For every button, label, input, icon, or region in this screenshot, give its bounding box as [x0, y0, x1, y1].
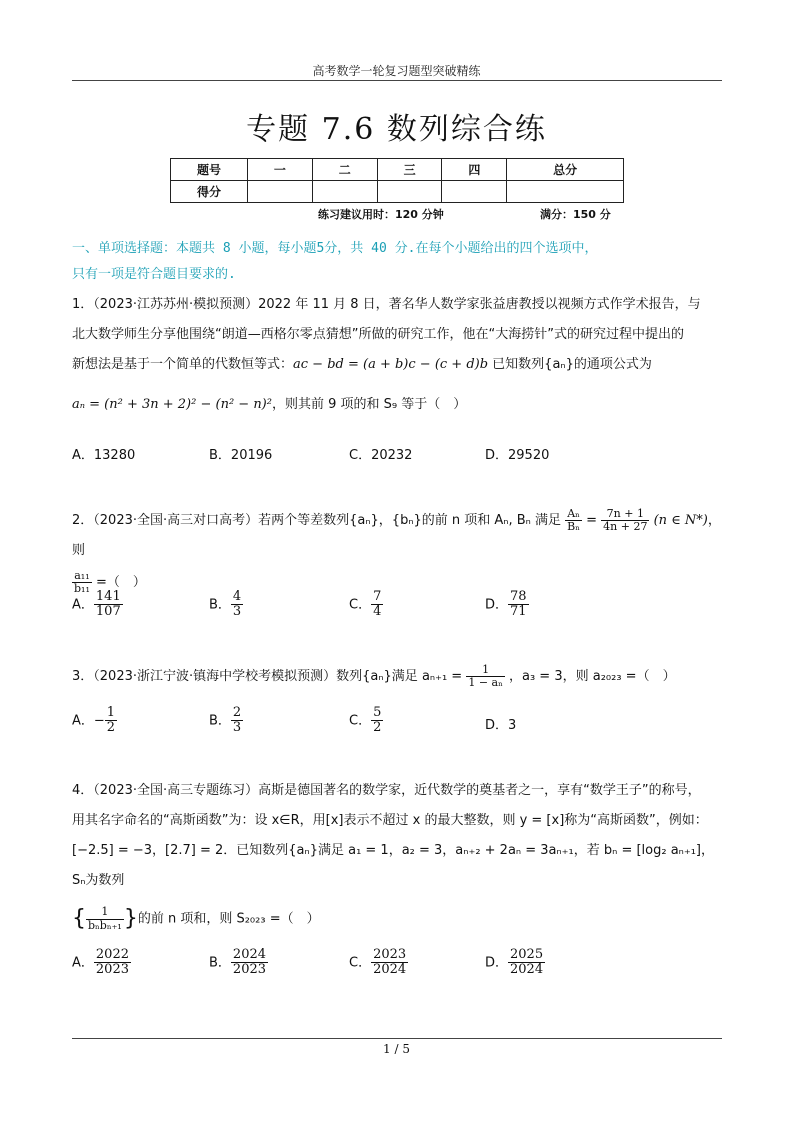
q3-line: [72, 662, 727, 692]
score-cell: 得分: [171, 181, 248, 203]
frac-den: 71: [510, 604, 527, 620]
q1-line: [72, 390, 727, 420]
q2-cond: (n ∈ N*): [653, 513, 708, 528]
score-cell: [248, 181, 313, 203]
frac-num: 141: [95, 589, 121, 604]
option-label: A．−: [72, 713, 105, 729]
frac-den: 3: [232, 604, 242, 620]
q4-text: 的前 n 项和，则 S₂₀₂₃ =（ ）: [137, 911, 320, 927]
frac-den: 2: [106, 720, 116, 736]
score-cell: [442, 181, 507, 203]
option-d[interactable]: [485, 590, 529, 620]
q4-sum-frac: [86, 906, 124, 931]
section-heading: [72, 236, 732, 288]
option-frac: [508, 948, 545, 978]
q1-text: 已知数列{aₙ}的通项公式为: [488, 357, 652, 372]
q1-identity: ac − bd = (a + b)c − (c + d)b: [293, 357, 489, 372]
frac-num: 5: [373, 705, 382, 720]
frac-den: 2024: [373, 962, 407, 978]
frac-den: 1 − aₙ: [468, 676, 503, 689]
score-cell: [377, 181, 442, 203]
frac-num: 7: [373, 589, 382, 604]
option-d[interactable]: [485, 948, 545, 978]
score-table-row: [171, 159, 624, 181]
option-label: C．: [349, 597, 372, 613]
score-cell: 一: [248, 159, 313, 181]
option-b[interactable]: B．20196: [209, 448, 273, 463]
q2-rhs: [601, 508, 649, 533]
option-label: A．: [72, 597, 94, 613]
q2-text: ，则: [72, 513, 721, 558]
frac-num: a₁₁: [72, 570, 92, 583]
q3-text: ，a₃ = 3，则 a₂₀₂₃ =（ ）: [509, 669, 676, 684]
score-cell: [312, 181, 377, 203]
score-cell: 总分: [507, 159, 624, 181]
question-3: [72, 662, 727, 692]
page-title: 专题 7.6 数列综合练: [246, 112, 547, 147]
option-frac: [231, 706, 243, 736]
frac-den: b₁₁: [74, 582, 90, 595]
frac-num: 1: [466, 664, 505, 677]
q1-formula: aₙ = (n² + 3n + 2)² − (n² − n)²: [72, 397, 272, 412]
frac-den: 107: [95, 604, 121, 620]
q2-line: [72, 568, 727, 598]
option-a[interactable]: [72, 706, 117, 736]
q1-text: ，则其前 9 项的和 S₉ 等于（ ）: [271, 397, 467, 412]
q3-text: 3．（2023·浙江宁波·镇海中学校考模拟预测）数列{aₙ}满足 aₙ₊₁ =: [72, 669, 463, 684]
option-label: B．: [209, 955, 231, 971]
q1-text: 新想法是基于一个简单的代数恒等式：: [72, 357, 294, 372]
option-frac: [371, 590, 383, 620]
option-b[interactable]: [209, 590, 243, 620]
frac-num: 2: [232, 705, 242, 720]
section-line: 只有一项是符合题目要求的.: [72, 267, 236, 282]
option-d[interactable]: D．29520: [485, 448, 550, 463]
frac-den: 2: [373, 720, 382, 736]
frac-den: bₙbₙ₊₁: [88, 918, 122, 932]
question-2: [72, 506, 727, 598]
option-label: C．: [349, 955, 372, 971]
frac-num: 4: [232, 589, 242, 604]
section-line: 一、单项选择题：本题共 8 小题，每小题5分，共 40 分.在每个小题给出的四个选项中，: [72, 241, 598, 256]
frac-den: 2023: [95, 962, 129, 978]
score-cell: 四: [442, 159, 507, 181]
option-d[interactable]: D．3: [485, 718, 517, 733]
option-frac: [94, 948, 131, 978]
option-c[interactable]: [349, 948, 408, 978]
frac-den: 2024: [510, 962, 544, 978]
option-a[interactable]: [72, 590, 123, 620]
score-table: [170, 158, 624, 203]
q2-line: 2．（2023·全国·高三对口高考）若两个等差数列{aₙ}，{bₙ}的前 n 项和 Aₙ, Bₙ 满足 $\frac{\text{Aₙ}}{\text{Bₙ}}$ = $\frac{7n + 1}{4n + 27}$ (n ∈ N*)，则: [72, 506, 721, 558]
frac-num: 2023: [373, 947, 407, 962]
q4-line: [−2.5] = −3，[2.7] = 2．已知数列{aₙ}满足 a₁ = 1，a₂ = 3，aₙ₊₂ + 2aₙ = 3aₙ₊₁，若 bₙ = [log₂ aₙ₊₁]，Sₙ为数列: [72, 843, 714, 888]
frac-num: 78: [510, 589, 527, 604]
footer-rule: [72, 1038, 722, 1039]
frac-num: 1: [106, 705, 116, 720]
option-a[interactable]: A．13280: [72, 448, 136, 463]
frac-num: 2024: [232, 947, 267, 962]
q4-line: { $\frac{1}{\text{bₙbₙ₊₁}}$ }的前 n 项和，则 S₂₀₂₃ =（ ）: [72, 905, 320, 932]
question-1: [72, 290, 727, 420]
frac-num: 7n + 1: [601, 508, 649, 521]
option-frac: [371, 948, 408, 978]
option-label: A．: [72, 955, 94, 971]
option-label: B．: [209, 597, 231, 613]
q1-line: 1．（2023·江苏苏州·模拟预测）2022 年 11 月 8 日，著名华人数学家张益唐教授以视频方式作学术报告，与: [72, 297, 701, 312]
q4-line: 4．（2023·全国·高三专题练习）高斯是德国著名的数学家，近代数学的奠基者之一，享有“数学王子”的称号，: [72, 783, 701, 798]
score-cell: 三: [377, 159, 442, 181]
q2-text: 2．（2023·全国·高三对口高考）若两个等差数列{aₙ}，{bₙ}的前 n 项和 Aₙ, Bₙ 满足: [72, 513, 561, 528]
q1-line: [72, 350, 727, 380]
option-frac: [371, 706, 383, 736]
option-frac: [105, 706, 117, 736]
option-c[interactable]: [349, 706, 383, 736]
option-b[interactable]: [209, 948, 268, 978]
option-frac: [231, 590, 243, 620]
option-label: B．: [209, 713, 231, 729]
q4-line: 用其名字命名的“高斯函数”为：设 x∈R，用[x]表示不超过 x 的最大整数，则 y = [x]称为“高斯函数”，例如：: [72, 813, 708, 828]
question-4: [72, 776, 727, 935]
frac-den: 4: [373, 604, 382, 620]
page-header: 高考数学一轮复习题型突破精练: [312, 64, 481, 78]
option-frac: [231, 948, 268, 978]
frac-den: 4n + 27: [603, 520, 648, 533]
frac-num: 2025: [510, 947, 544, 962]
option-c[interactable]: C．20232: [349, 448, 413, 463]
time-suggestion: 练习建议用时：120 分钟: [318, 208, 444, 221]
frac-den: Bₙ: [567, 520, 580, 533]
score-cell: 题号: [171, 159, 248, 181]
option-c[interactable]: [349, 590, 383, 620]
page-number: 1 / 5: [383, 1042, 410, 1056]
score-table-row: [171, 181, 624, 203]
option-b[interactable]: [209, 706, 243, 736]
frac-num: 1: [86, 906, 124, 919]
frac-num: 2022: [95, 947, 129, 962]
frac-den: 3: [232, 720, 242, 736]
option-a[interactable]: [72, 948, 131, 978]
q1-line: 北大数学师生分享他围绕“朗道—西格尔零点猜想”所做的研究工作，他在“大海捞针”式的研究过程中提出的: [72, 327, 684, 342]
q3-rec: [466, 664, 505, 689]
frac-num: Aₙ: [565, 508, 582, 521]
q2-ratio: [565, 508, 582, 533]
option-label: D．: [485, 955, 509, 971]
q2-text: =（ ）: [96, 575, 146, 590]
option-label: D．: [485, 597, 509, 613]
score-cell: 二: [312, 159, 377, 181]
score-cell: [507, 181, 624, 203]
header-rule: [72, 80, 722, 81]
option-label: C．: [349, 713, 372, 729]
full-score: 满分：150 分: [540, 208, 611, 221]
option-frac: [94, 590, 123, 620]
frac-den: 2023: [232, 962, 267, 978]
option-frac: [508, 590, 529, 620]
